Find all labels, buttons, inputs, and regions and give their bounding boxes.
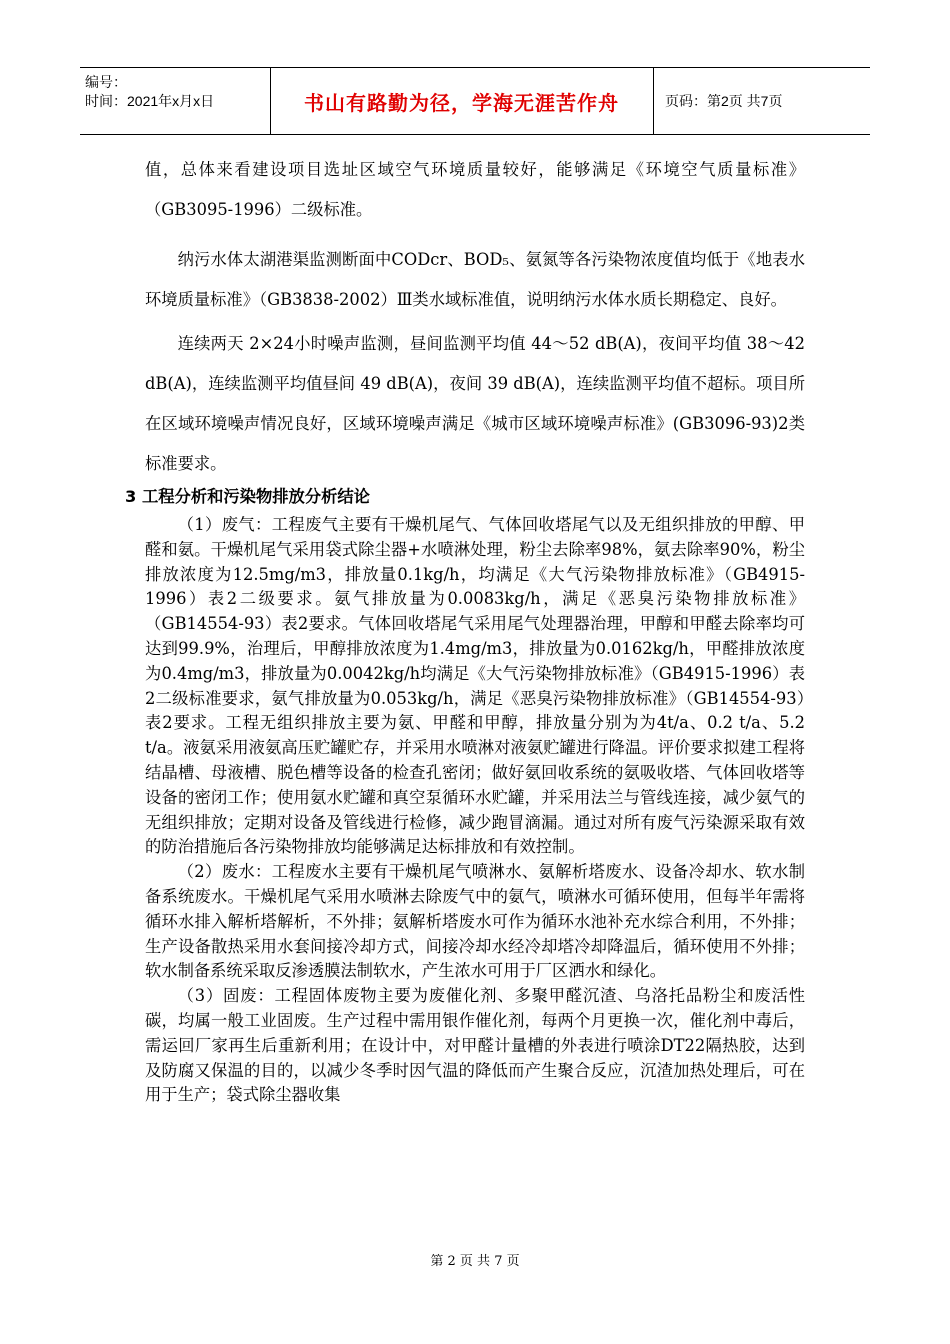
- paragraph-air-quality: 值，总体来看建设项目选址区域空气环境质量较好，能够满足《环境空气质量标准》（GB3095-1996）二级标准。: [145, 160, 805, 219]
- page-footer: 第 2 页 共 7 页: [430, 1254, 520, 1269]
- paragraph-noise: 连续两天 2×24小时噪声监测，昼间监测平均值 44～52 dB(A)，夜间平均值 38～42 dB(A)，连续监测平均值昼间 49 dB(A)，夜间 39 dB(A)，连续监测平均值不超标。项目所在区域环境噪声情况良好，区域环境噪声满足《城市区域环境噪声标准》(GB3096-93)2类标准要求。: [145, 334, 805, 473]
- paragraph-water-quality: 纳污水体太湖港渠监测断面中CODcr、BOD₅、氨氮等各污染物浓度值均低于《地表水环境质量标准》（GB3838-2002）Ⅲ类水域标准值，说明纳污水体水质长期稳定、良好。: [145, 250, 805, 309]
- document-body: [125, 150, 805, 1108]
- document-number: 编号：: [85, 74, 127, 90]
- section-heading: 3 工程分析和污染物排放分析结论: [125, 487, 370, 506]
- header-page-number: 页码：第2页 共7页: [665, 93, 783, 109]
- header-motto: 书山有路勤为径，学海无涯苦作舟: [304, 90, 619, 115]
- paragraph-solid-waste: （3）固废：工程固体废物主要为废催化剂、多聚甲醛沉渣、乌洛托品粉尘和废活性碳，均属一般工业固废。生产过程中需用银作催化剂，每两个月更换一次，催化剂中毒后，需运回厂家再生后重新利用；在设计中，对甲醛计量槽的外表进行喷涂DT22隔热胶，达到及防腐又保温的目的，以减少冬季时因气温的降低而产生聚合反应，沉渣加热处理后，可在用于生产；袋式除尘器收集: [145, 986, 805, 1105]
- paragraph-waste-gas: （1）废气：工程废气主要有干燥机尾气、气体回收塔尾气以及无组织排放的甲醇、甲醛和氨。干燥机尾气采用袋式除尘器+水喷淋处理，粉尘去除率98%，氨去除率90%，粉尘排放浓度为12.5mg/m3，排放量0.1kg/h，均满足《大气污染物排放标准》（GB4915-1996）表2二级要求。氨气排放量为0.0083kg/h，满足《恶臭污染物排放标准》（GB14554-93）表2要求。气体回收塔尾气采用尾气处理器治理，甲醇和甲醛去除率均可达到99.9%，治理后，甲醇排放浓度为1.4mg/m3，排放量为0.0162kg/h，甲醛排放浓度为0.4mg/m3，排放量为0.0042kg/h均满足《大气污染物排放标准》（GB4915-1996）表2二级标准要求，氨气排放量为0.053kg/h，满足《恶臭污染物排放标准》（GB14554-93）表2要求。工程无组织排放主要为氨、甲醛和甲醇，排放量分别为为4t/a、0.2 t/a、5.2 t/a。液氨采用液氨高压贮罐贮存，并采用水喷淋对液氨贮罐进行降温。评价要求拟建工程将结晶槽、母液槽、脱色槽等设备的检查孔密闭；做好氨回收系统的氨吸收塔、气体回收塔等设备的密闭工作；使用氨水贮罐和真空泵循环水贮罐，并采用法兰与管线连接，减少氨气的无组织排放；定期对设备及管线进行检修，减少跑冒滴漏。通过对所有废气污染源采取有效的防治措施后各污染物排放均能够满足达标排放和有效控制。: [145, 515, 805, 857]
- document-time: 时间：2021年x月x日: [85, 93, 215, 109]
- header-divider: [653, 67, 654, 135]
- paragraph-waste-water: （2）废水：工程废水主要有干燥机尾气喷淋水、氨解析塔废水、设备冷却水、软水制备系统废水。干燥机尾气采用水喷淋去除废气中的氨气，喷淋水可循环使用，但每半年需将循环水排入解析塔解析，不外排；氨解析塔废水可作为循环水池补充水综合利用，不外排；生产设备散热采用水套间接冷却方式，间接冷却水经冷却塔冷却降温后，循环使用不外排；软水制备系统采取反渗透膜法制软水，产生浓水可用于厂区洒水和绿化。: [145, 862, 805, 981]
- page-header: [80, 67, 870, 135]
- header-meta: [85, 73, 214, 111]
